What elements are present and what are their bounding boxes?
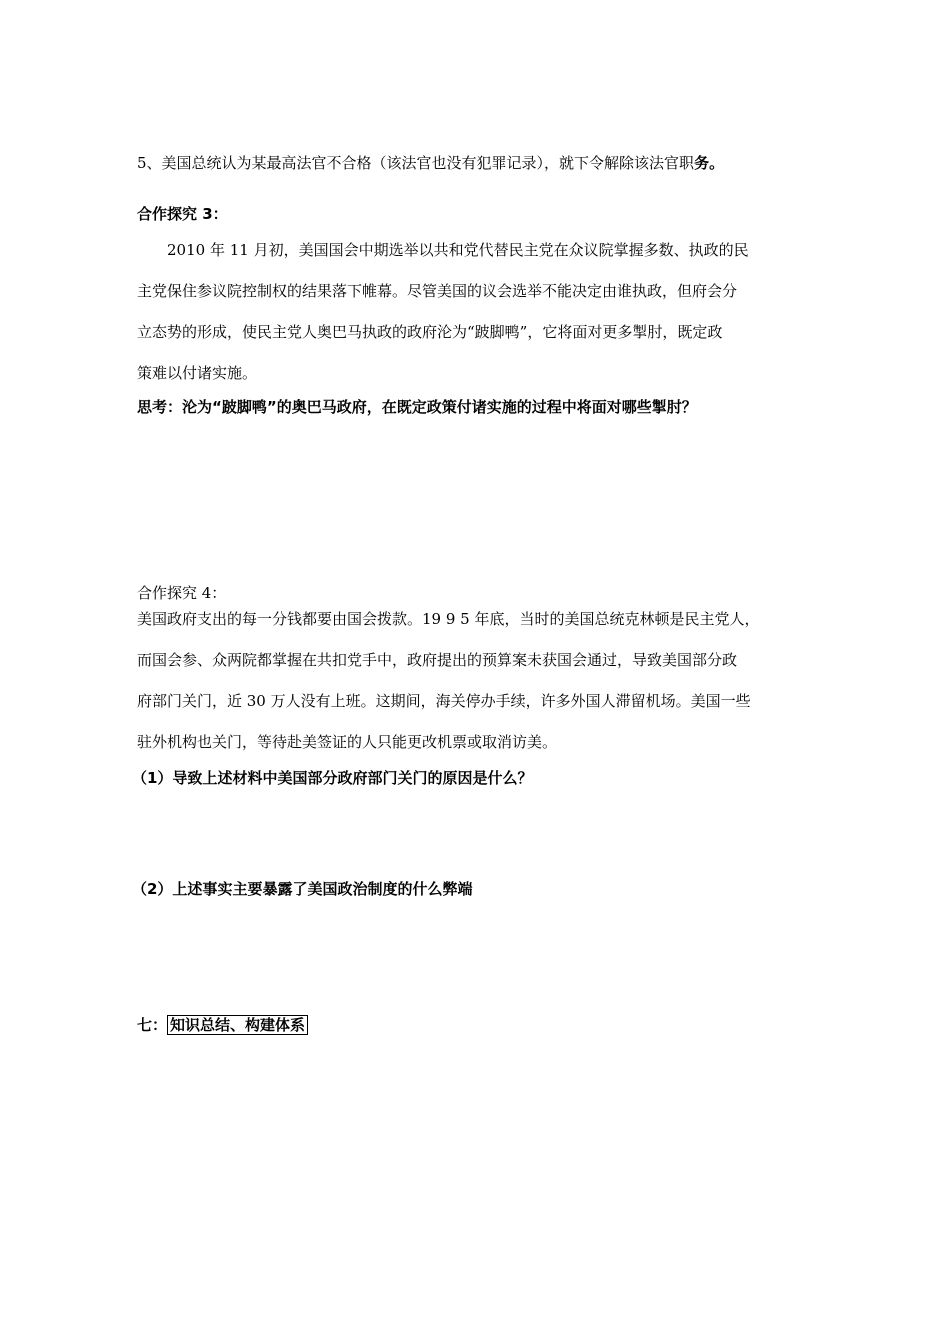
item-5-text: 5、美国总统认为某最高法官不合格（该法官也没有犯罪记录），就下令解除该法官职: [137, 154, 695, 172]
item-5-bold-end: 务。: [694, 154, 725, 172]
section-4-paragraph-line-4: 驻外机构也关门，等待赴美签证的人只能更改机票或取消访美。: [137, 733, 558, 751]
section-4-question-2: （2）上述事实主要暴露了美国政治制度的什么弊端: [132, 880, 473, 898]
section-7-title: 知识总结、构建体系: [167, 1015, 308, 1035]
section-7-prefix: 七：: [137, 1016, 168, 1034]
section-3-title: 合作探究 3：: [137, 205, 228, 223]
section-3-paragraph-line-4: 策难以付诸实施。: [137, 364, 258, 382]
item-5: [137, 153, 724, 173]
section-7-heading: [137, 1015, 308, 1035]
section-4-paragraph-line-3: 府部门关门，近 30 万人没有上班。这期间，海关停办手续，许多外国人滞留机场。美国一些: [137, 692, 751, 710]
section-4-question-1: （1）导致上述材料中美国部分政府部门关门的原因是什么？: [132, 769, 533, 787]
section-3-paragraph-line-2: 主党保住参议院控制权的结果落下帷幕。尽管美国的议会选举不能决定由谁执政，但府会分: [137, 282, 738, 300]
section-3-question: 思考：沦为“跛脚鸭”的奥巴马政府，在既定政策付诸实施的过程中将面对哪些掣肘？: [137, 398, 697, 416]
section-4-paragraph-line-2: 而国会参、众两院都掌握在共扣党手中，政府提出的预算案未获国会通过，导致美国部分政: [137, 651, 738, 669]
section-4-paragraph-line-1: 美国政府支出的每一分钱都要由国会拨款。19 9 5 年底，当时的美国总统克林顿是民主党人，: [137, 610, 760, 628]
section-3-paragraph-line-3: 立态势的形成，使民主党人奥巴马执政的政府沦为“跛脚鸭”，它将面对更多掣肘，既定政: [137, 323, 723, 341]
section-4-title: 合作探究 4：: [137, 584, 227, 602]
section-3-paragraph-line-1: 2010 年 11 月初，美国国会中期选举以共和党代替民主党在众议院掌握多数、执政的民: [167, 241, 749, 259]
